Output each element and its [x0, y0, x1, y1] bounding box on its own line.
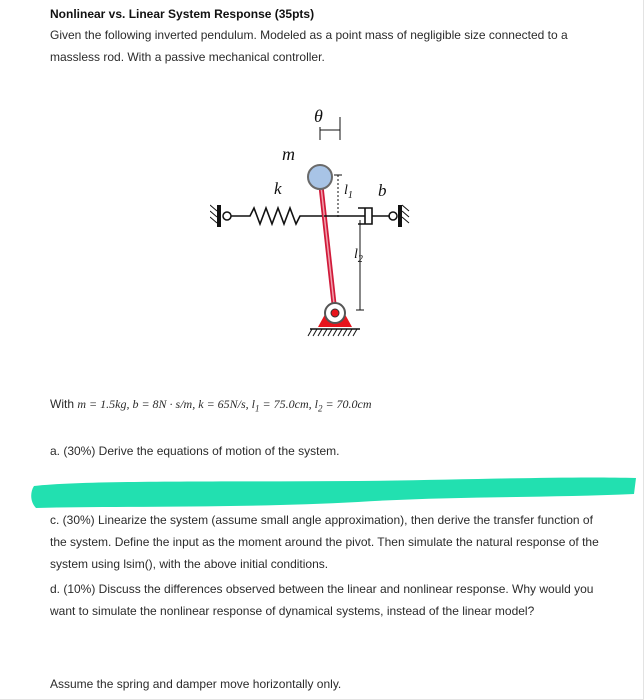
param-m: m = 1.5kg,: [77, 397, 133, 411]
part-a: a. (30%) Derive the equations of motion of the system.: [50, 444, 340, 458]
pendulum-diagram: [210, 95, 450, 355]
ground-hatch: [308, 329, 357, 336]
param-l2: $l_2 = 70.0cm$: [314, 397, 372, 414]
param-l1: $l_1 = 75.0cm$,: [251, 397, 315, 414]
rod-highlight: [320, 177, 335, 313]
part-d: d. (10%) Discuss the differences observed between the linear and nonlinear response. Why would you want to simulate the nonlinear response of dynamical systems, instead of the linear model?: [50, 582, 594, 618]
left-wall: [217, 205, 221, 227]
footer-note: Assume the spring and damper move horizontally only.: [50, 677, 342, 691]
given-parameters: With m = 1.5kg, b = 8N · s/m, k = 65N/s, $l_1 = 75.0cm$, $l_2 = 70.0cm$: [50, 397, 372, 414]
damper-label: b: [378, 181, 387, 200]
problem-intro: Given the following inverted pendulum. Modeled as a point mass of negligible size connected to a massless rod. With a passive mechanical controller.: [50, 28, 568, 64]
param-k: k = 65N/s,: [198, 397, 252, 411]
redaction-mark: [28, 472, 640, 510]
param-b: b = 8N · s/m,: [132, 397, 199, 411]
spring: [231, 208, 322, 224]
l2-label: $l_2$: [354, 247, 363, 265]
problem-title: Nonlinear vs. Linear System Response (35pts): [50, 7, 315, 21]
part-c: c. (30%) Linearize the system (assume small angle approximation), then derive the transfer function of the system. Define the input as the moment around the pivot. Then simulate the natural response of the system using lsim(), with the above initial conditions.: [50, 513, 599, 571]
point-mass: [308, 165, 332, 189]
mass-label: m: [282, 144, 295, 164]
left-wall-hinge: [223, 212, 231, 220]
right-wall-hinge: [389, 212, 397, 220]
theta-label: θ: [314, 106, 323, 126]
right-wall: [398, 205, 402, 227]
spring-label: k: [274, 179, 282, 198]
l1-label: $l_1$: [344, 183, 353, 201]
